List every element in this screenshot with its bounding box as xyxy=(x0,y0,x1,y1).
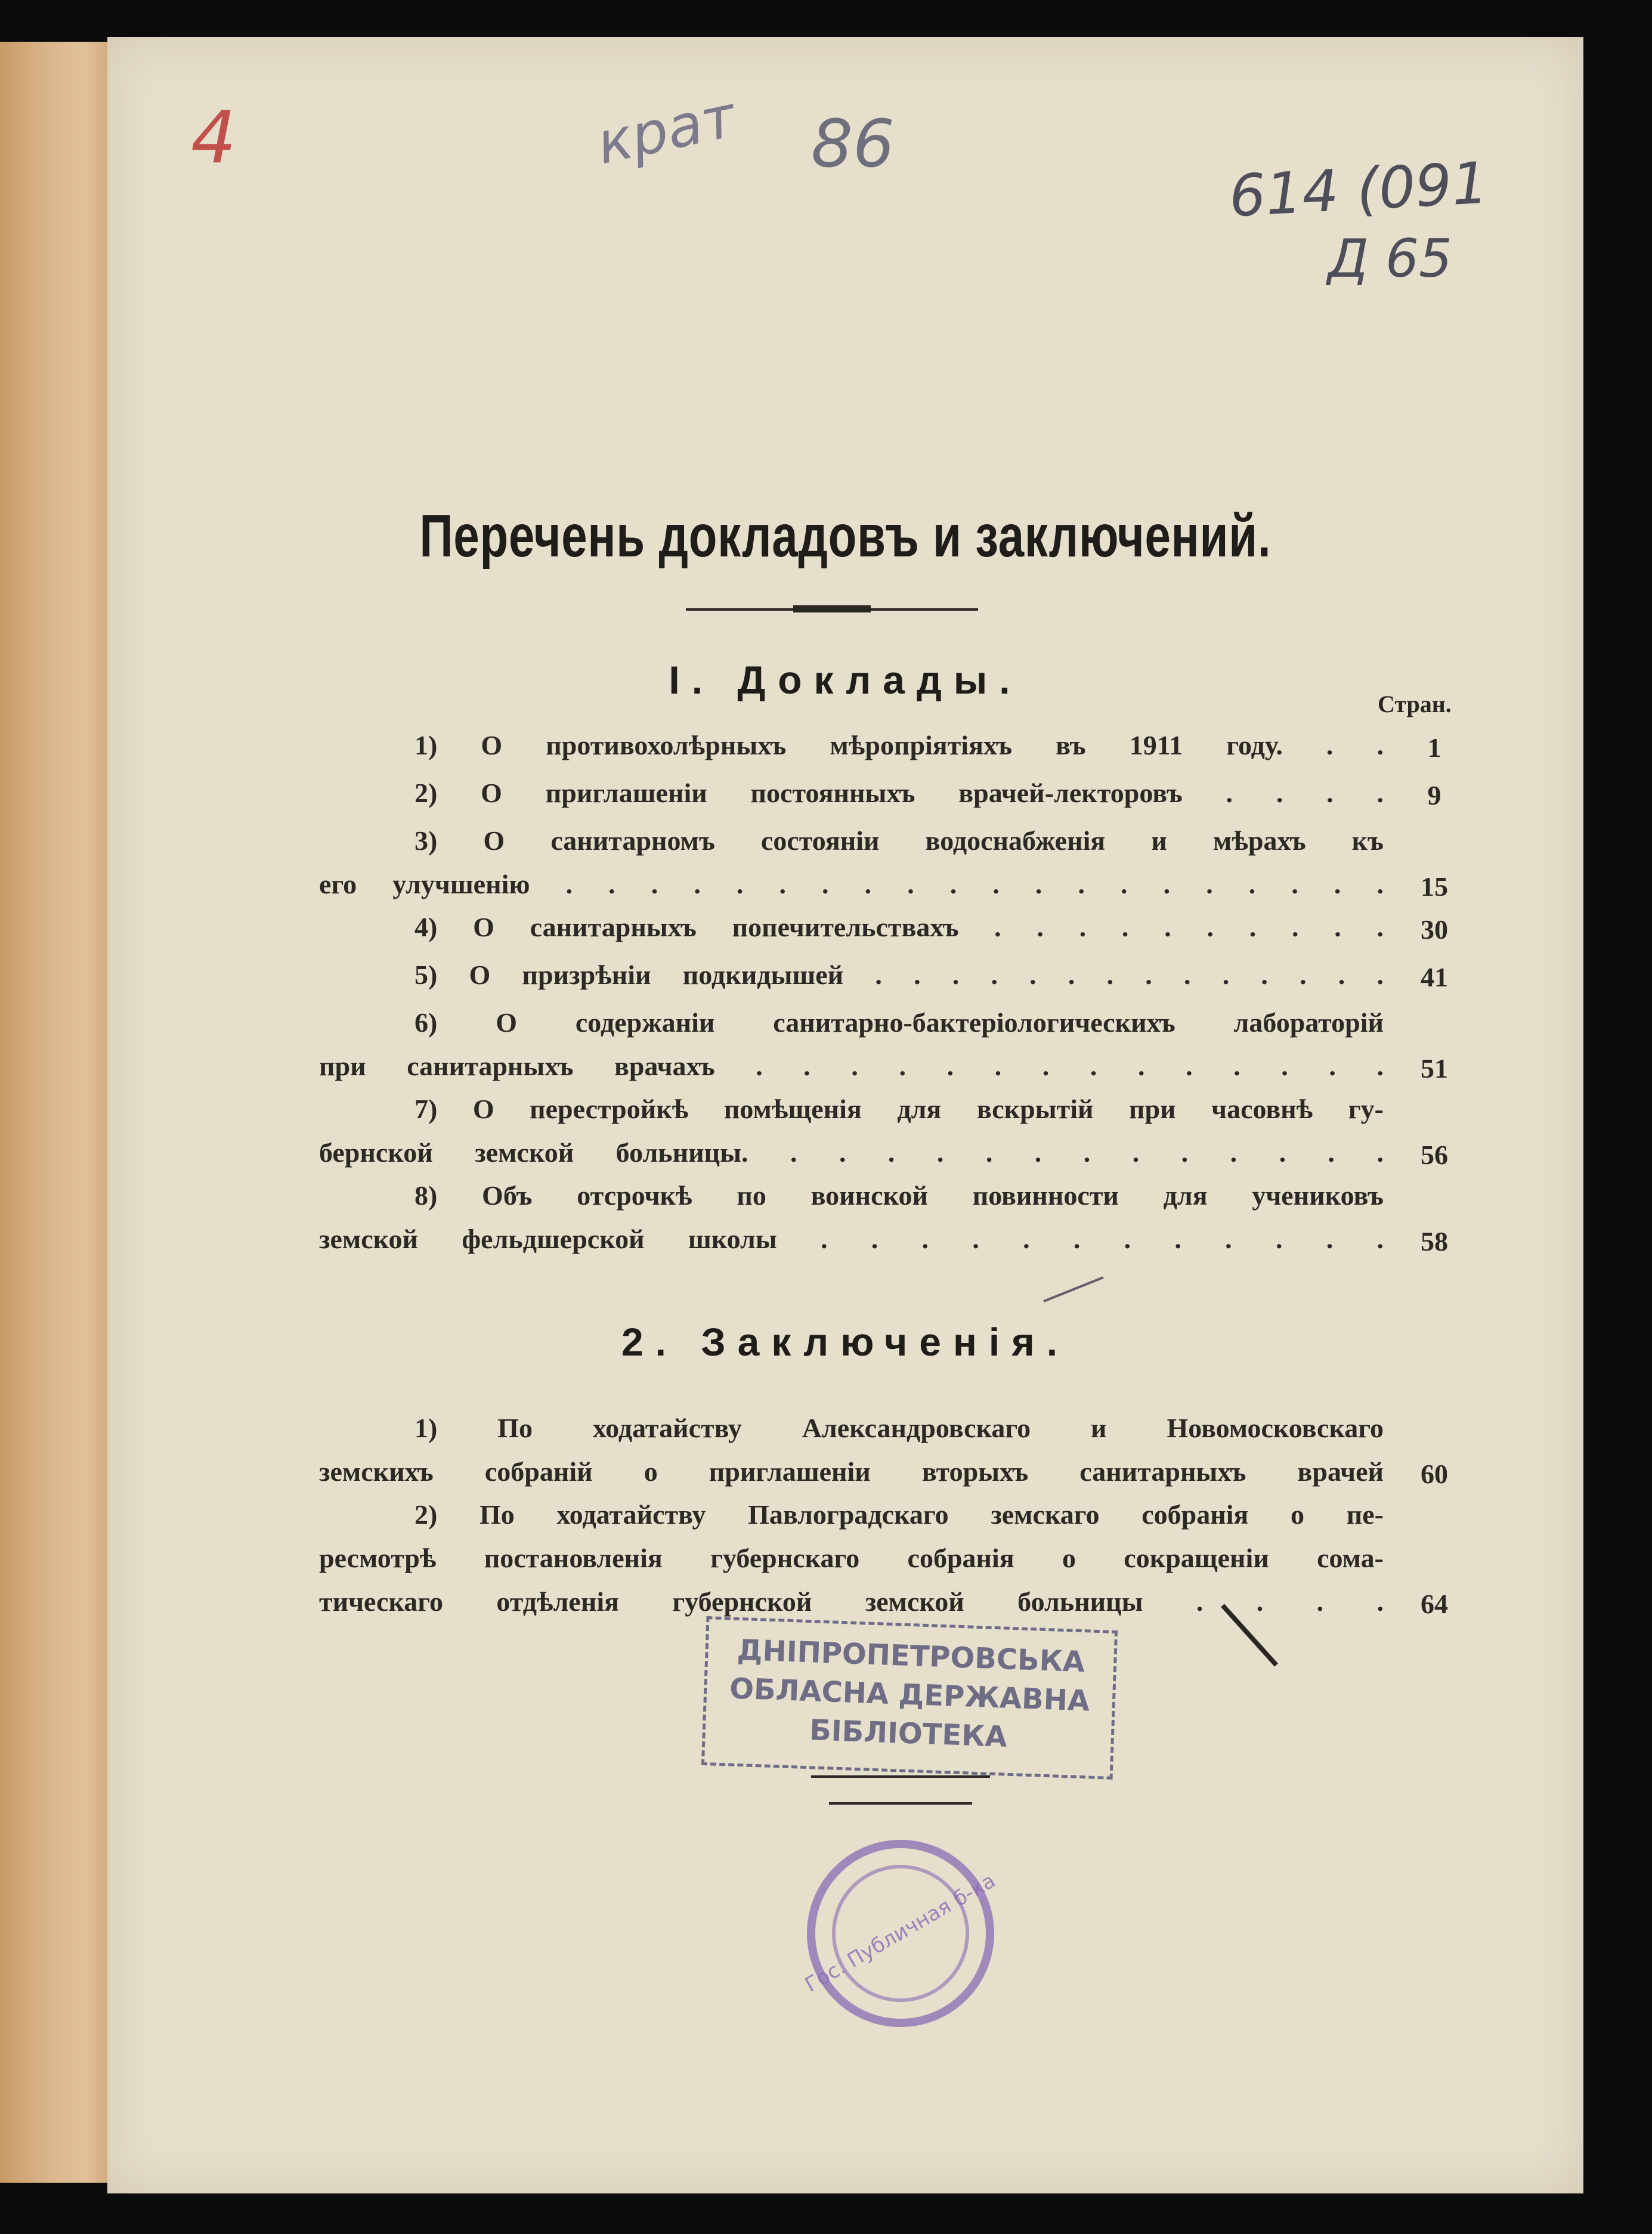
page-column-label: Стран. xyxy=(1378,691,1452,717)
toc-entry-line: тическаго отдѣленія губернской земской больницы . . . . xyxy=(319,1588,1384,1617)
toc-page-number: 60 xyxy=(1421,1459,1448,1489)
library-stamp-line-1: ДНІПРОПЕТРОВСЬКА xyxy=(736,1633,1085,1679)
toc-page-number: 56 xyxy=(1421,1140,1448,1170)
toc-entry-line: 2) О приглашеніи постоянныхъ врачей-лекторовъ . . . . xyxy=(414,779,1384,808)
toc-entry xyxy=(319,732,1384,775)
end-divider-top xyxy=(811,1775,990,1778)
shelfmark-line-1: 614 (091 xyxy=(1227,149,1490,230)
toc-page-number: 15 xyxy=(1421,871,1448,902)
toc-entry-line: бернской земской больницы. . . . . . . . . . . . . . xyxy=(319,1139,1384,1168)
round-seal-text: Гос. Публичная б-ка xyxy=(801,1868,1000,1997)
shelfmark-line-2: Д 65 xyxy=(1328,228,1452,289)
toc-page-number: 1 xyxy=(1427,732,1441,763)
toc-page-number: 58 xyxy=(1421,1226,1448,1257)
toc-entry-line: земской фельдшерской школы . . . . . . . . . . . . xyxy=(319,1226,1384,1254)
toc-entry-line: ресмотрѣ постановленія губернскаго собранія о сокращеніи сома- xyxy=(319,1545,1384,1573)
toc-page-number: 51 xyxy=(1421,1053,1448,1084)
toc-entry-line: его улучшенію . . . . . . . . . . . . . . . . . . . . xyxy=(319,871,1384,899)
toc-entry xyxy=(319,779,1384,823)
toc-page-number: 41 xyxy=(1421,962,1448,992)
toc-entry-line: при санитарныхъ врачахъ . . . . . . . . . . . . . . xyxy=(319,1053,1384,1081)
library-stamp xyxy=(701,1616,1118,1780)
end-divider-bottom xyxy=(829,1802,972,1805)
toc-entry-line: 3) О санитарномъ состояніи водоснабженія и мѣрахъ къ xyxy=(414,827,1384,856)
toc-entry xyxy=(319,1096,1384,1183)
toc-entry-line: 6) О содержаніи санитарно-бактеріологическихъ лабораторій xyxy=(414,1009,1384,1038)
toc-page-number: 30 xyxy=(1421,914,1448,945)
toc-entry-line: 2) По ходатайству Павлоградскаго земскаго собранія о пе- xyxy=(414,1501,1384,1530)
toc-entry xyxy=(319,1009,1384,1096)
pen-stroke-mark xyxy=(1217,1599,1288,1677)
toc-entry-line: 5) О призрѣніи подкидышей . . . . . . . . . . . . . . xyxy=(414,961,1384,990)
library-stamp-line-2: ОБЛАСНА ДЕРЖАВНА xyxy=(729,1672,1091,1718)
book-spine-edge xyxy=(0,42,113,2183)
toc-entry-line: 8) Объ отсрочкѣ по воинской повинности для учениковъ xyxy=(414,1182,1384,1211)
toc-page-number: 64 xyxy=(1421,1589,1448,1619)
toc-entry xyxy=(319,1415,1384,1502)
handwritten-red-number: 4 xyxy=(191,97,237,180)
handwritten-scribble: крат xyxy=(590,82,741,178)
round-library-seal xyxy=(799,1832,1002,2035)
toc-entry-line: земскихъ собраній о приглашеніи вторыхъ санитарныхъ врачей xyxy=(319,1458,1384,1487)
document-page xyxy=(107,37,1583,2193)
toc-entry xyxy=(319,827,1384,914)
toc-entry xyxy=(319,914,1384,957)
section-heading-reports: I. Доклады. xyxy=(669,658,1022,702)
pen-stroke-small xyxy=(1038,1271,1109,1307)
toc-entry xyxy=(319,961,1384,1005)
handwritten-number: 86 xyxy=(811,106,895,182)
toc-entry xyxy=(319,1182,1384,1269)
toc-entry-line: 1) По ходатайству Александровскаго и Новомосковскаго xyxy=(414,1415,1384,1443)
toc-page-number: 9 xyxy=(1427,780,1441,810)
section-heading-conclusions: 2. Заключенія. xyxy=(621,1320,1070,1364)
library-stamp-line-3: БІБЛІОТЕКА xyxy=(809,1713,1008,1754)
title-divider-center xyxy=(793,605,871,612)
toc-entry-line: 1) О противохолѣрныхъ мѣропріятіяхъ въ 1911 году. . . xyxy=(414,732,1384,760)
toc-entry-line: 7) О перестройкѣ помѣщенія для вскрытій при часовнѣ гу- xyxy=(414,1096,1384,1124)
toc-entry-line: 4) О санитарныхъ попечительствахъ . . . . . . . . . . xyxy=(414,914,1384,942)
page-title: Перечень докладовъ и заключений. xyxy=(419,503,1272,570)
